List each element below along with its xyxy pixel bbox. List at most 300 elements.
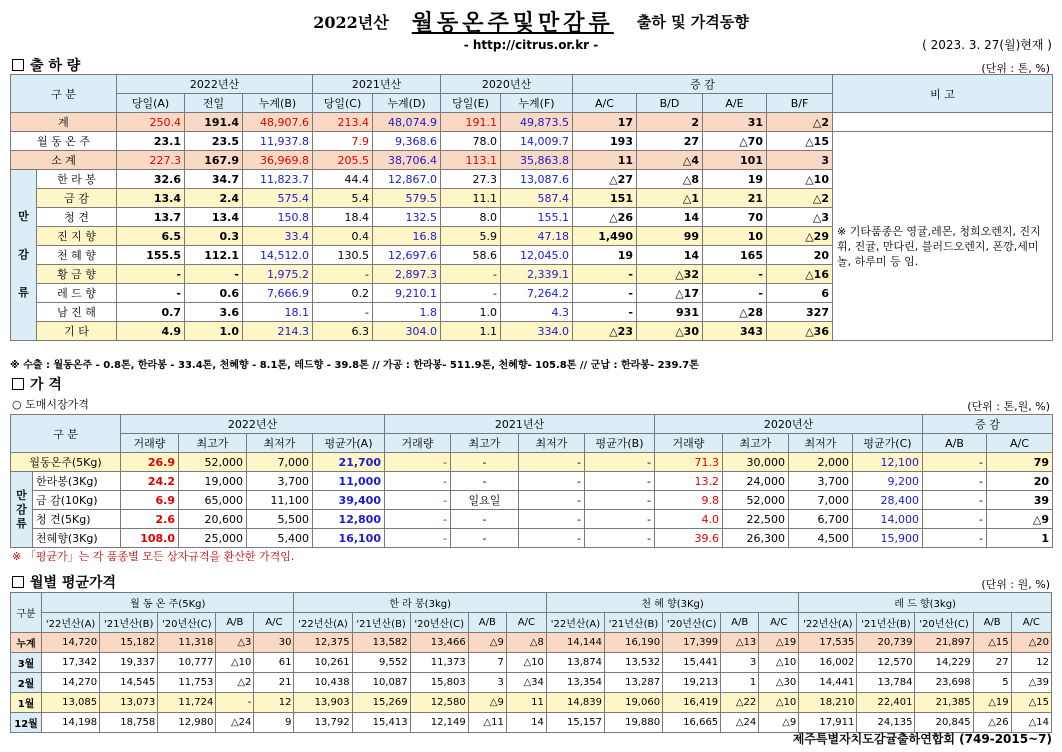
value-cell: △19 bbox=[759, 633, 799, 653]
value-cell: 11,724 bbox=[158, 693, 216, 713]
value-cell: 16,190 bbox=[604, 633, 662, 653]
value-cell: 165 bbox=[703, 246, 767, 265]
subheader-cell: 누계(D) bbox=[373, 94, 441, 113]
subheader-cell: A/C bbox=[1011, 613, 1051, 633]
value-cell: 6 bbox=[767, 284, 833, 303]
value-cell: 20,739 bbox=[857, 633, 915, 653]
value-cell: 31 bbox=[703, 113, 767, 132]
value-cell: △27 bbox=[573, 170, 637, 189]
value-cell: 9.8 bbox=[655, 491, 723, 510]
value-cell: - bbox=[385, 453, 451, 472]
subheader-cell: 평균가(C) bbox=[853, 434, 923, 453]
value-cell: 0.6 bbox=[185, 284, 243, 303]
value-cell: 213.4 bbox=[313, 113, 373, 132]
value-cell: 14,512.0 bbox=[243, 246, 313, 265]
subheader-cell: 누계(B) bbox=[243, 94, 313, 113]
value-cell: 112.1 bbox=[185, 246, 243, 265]
value-cell: 214.3 bbox=[243, 322, 313, 341]
site-url[interactable]: - http://citrus.or.kr - bbox=[463, 38, 599, 52]
row-label: 천 혜 향 bbox=[37, 246, 117, 265]
value-cell: 79 bbox=[987, 453, 1053, 472]
row-label: 진 지 향 bbox=[37, 227, 117, 246]
value-cell: - bbox=[585, 453, 655, 472]
value-cell: 8.0 bbox=[441, 208, 501, 227]
subheader-cell: 최고가 bbox=[723, 434, 789, 453]
value-cell: 16,665 bbox=[663, 713, 721, 733]
value-cell: △14 bbox=[1011, 713, 1051, 733]
value-cell: 21,700 bbox=[313, 453, 385, 472]
value-cell: 16,100 bbox=[313, 529, 385, 548]
header-2021: 2021년산 bbox=[313, 75, 441, 94]
value-cell: 14,000 bbox=[853, 510, 923, 529]
value-cell: 0.3 bbox=[185, 227, 243, 246]
value-cell: - bbox=[923, 453, 987, 472]
value-cell: 61 bbox=[254, 653, 294, 673]
value-cell: 13.4 bbox=[117, 189, 185, 208]
value-cell: 20 bbox=[767, 246, 833, 265]
value-cell: △15 bbox=[767, 132, 833, 151]
value-cell: 2,897.3 bbox=[373, 265, 441, 284]
wholesale-subtitle: ○ 도매시장가격 bbox=[12, 398, 89, 411]
value-cell: △39 bbox=[1011, 673, 1051, 693]
value-cell: 17,399 bbox=[663, 633, 721, 653]
row-label: 기 타 bbox=[37, 322, 117, 341]
value-cell: 1,490 bbox=[573, 227, 637, 246]
table-row bbox=[11, 673, 1052, 693]
value-cell: 11 bbox=[506, 693, 546, 713]
value-cell: 13,792 bbox=[294, 713, 352, 733]
value-cell: 21 bbox=[254, 673, 294, 693]
value-cell: 22,401 bbox=[857, 693, 915, 713]
value-cell: △23 bbox=[573, 322, 637, 341]
value-cell: △24 bbox=[216, 713, 254, 733]
side-label-mangam: 만감류 bbox=[11, 170, 37, 341]
value-cell: △10 bbox=[216, 653, 254, 673]
value-cell: 70 bbox=[703, 208, 767, 227]
value-cell: 12,980 bbox=[158, 713, 216, 733]
value-cell: △17 bbox=[637, 284, 703, 303]
row-label: 청 견 bbox=[37, 208, 117, 227]
value-cell: 13.4 bbox=[185, 208, 243, 227]
subheader-cell: '22년산(A) bbox=[546, 613, 604, 633]
value-cell: 17,911 bbox=[799, 713, 857, 733]
value-cell: △30 bbox=[637, 322, 703, 341]
section-shipment-title: 출 하 량 bbox=[12, 55, 80, 75]
value-cell: 14,198 bbox=[42, 713, 100, 733]
subheader-cell: 최저가 bbox=[789, 434, 853, 453]
value-cell: 12,045.0 bbox=[501, 246, 573, 265]
value-cell: 3,700 bbox=[789, 472, 853, 491]
value-cell: 10,777 bbox=[158, 653, 216, 673]
value-cell: 38,706.4 bbox=[373, 151, 441, 170]
value-cell: 334.0 bbox=[501, 322, 573, 341]
subheader-cell: '22년산(A) bbox=[799, 613, 857, 633]
shipment-table bbox=[10, 74, 1053, 341]
subheader-cell: 최고가 bbox=[451, 434, 519, 453]
table-row bbox=[11, 693, 1052, 713]
value-cell: 16,002 bbox=[799, 653, 857, 673]
value-cell: 25,000 bbox=[179, 529, 247, 548]
value-cell: 167.9 bbox=[185, 151, 243, 170]
value-cell: 2 bbox=[637, 113, 703, 132]
value-cell: 18,210 bbox=[799, 693, 857, 713]
subheader-cell: 당일(A) bbox=[117, 94, 185, 113]
value-cell: 20 bbox=[987, 472, 1053, 491]
value-cell: 12,570 bbox=[857, 653, 915, 673]
header-change: 증 감 bbox=[923, 415, 1053, 434]
report-date: ( 2023. 3. 27(월)현재 ) bbox=[922, 38, 1052, 52]
header-2022: 2022년산 bbox=[121, 415, 385, 434]
value-cell: △11 bbox=[468, 713, 506, 733]
value-cell: 587.4 bbox=[501, 189, 573, 208]
value-cell: - bbox=[585, 510, 655, 529]
value-cell: 1.8 bbox=[373, 303, 441, 322]
section-shipment-unit: (단위 : 톤, %) bbox=[981, 62, 1050, 75]
value-cell: 13,087.6 bbox=[501, 170, 573, 189]
price-table bbox=[10, 414, 1053, 548]
value-cell: 21 bbox=[703, 189, 767, 208]
row-label: 황 금 향 bbox=[37, 265, 117, 284]
value-cell: 23.1 bbox=[117, 132, 185, 151]
header-2021: 2021년산 bbox=[385, 415, 655, 434]
value-cell: 1.1 bbox=[441, 322, 501, 341]
value-cell: 32.6 bbox=[117, 170, 185, 189]
value-cell: △9 bbox=[759, 713, 799, 733]
row-label: 월 동 온 주 bbox=[11, 132, 117, 151]
value-cell: 10,261 bbox=[294, 653, 352, 673]
subheader-cell: A/B bbox=[923, 434, 987, 453]
subheader-cell: '22년산(A) bbox=[42, 613, 100, 633]
value-cell: △9 bbox=[468, 633, 506, 653]
value-cell: △34 bbox=[506, 673, 546, 693]
report-title bbox=[0, 6, 1062, 37]
row-label: 월동온주(5Kg) bbox=[11, 453, 121, 472]
value-cell: 130.5 bbox=[313, 246, 373, 265]
header-redhyang: 레 드 향(3kg) bbox=[799, 593, 1052, 613]
value-cell: 9,210.1 bbox=[373, 284, 441, 303]
value-cell: 12,867.0 bbox=[373, 170, 441, 189]
value-cell: 1.0 bbox=[185, 322, 243, 341]
value-cell: 19,880 bbox=[604, 713, 662, 733]
value-cell: 2.4 bbox=[185, 189, 243, 208]
value-cell: - bbox=[451, 529, 519, 548]
value-cell: 18,758 bbox=[100, 713, 158, 733]
value-cell: △29 bbox=[767, 227, 833, 246]
value-cell: 24,000 bbox=[723, 472, 789, 491]
value-cell: △15 bbox=[1011, 693, 1051, 713]
value-cell: 0.2 bbox=[313, 284, 373, 303]
value-cell: - bbox=[451, 453, 519, 472]
value-cell: - bbox=[585, 491, 655, 510]
value-cell: 11,753 bbox=[158, 673, 216, 693]
value-cell: 23,698 bbox=[915, 673, 973, 693]
value-cell: 28,400 bbox=[853, 491, 923, 510]
value-cell: △2 bbox=[767, 189, 833, 208]
value-cell: △13 bbox=[721, 633, 759, 653]
value-cell: 13,903 bbox=[294, 693, 352, 713]
subheader-cell: 누계(F) bbox=[501, 94, 573, 113]
value-cell: 6.3 bbox=[313, 322, 373, 341]
value-cell: 14,545 bbox=[100, 673, 158, 693]
value-cell: 13,466 bbox=[410, 633, 468, 653]
value-cell: 39.6 bbox=[655, 529, 723, 548]
value-cell: 343 bbox=[703, 322, 767, 341]
value-cell: - bbox=[703, 265, 767, 284]
value-cell: △15 bbox=[973, 633, 1011, 653]
row-label: 한 라 봉 bbox=[37, 170, 117, 189]
subheader-cell: A/B bbox=[468, 613, 506, 633]
subheader-cell: '20년산(C) bbox=[410, 613, 468, 633]
value-cell: 5,500 bbox=[247, 510, 313, 529]
value-cell: 7,666.9 bbox=[243, 284, 313, 303]
value-cell: 14,839 bbox=[546, 693, 604, 713]
value-cell: △1 bbox=[637, 189, 703, 208]
value-cell: - bbox=[519, 472, 585, 491]
value-cell: 191.4 bbox=[185, 113, 243, 132]
value-cell: 205.5 bbox=[313, 151, 373, 170]
title-year: 2022년산 bbox=[313, 13, 389, 32]
value-cell: 10,438 bbox=[294, 673, 352, 693]
value-cell: 9,200 bbox=[853, 472, 923, 491]
value-cell: - bbox=[519, 491, 585, 510]
subheader-cell: '21년산(B) bbox=[352, 613, 410, 633]
row-label: 계 bbox=[11, 113, 117, 132]
checkbox-square-icon bbox=[12, 576, 24, 588]
value-cell: △10 bbox=[759, 653, 799, 673]
value-cell: 12,800 bbox=[313, 510, 385, 529]
value-cell: 4,500 bbox=[789, 529, 853, 548]
value-cell: 13,073 bbox=[100, 693, 158, 713]
value-cell: △36 bbox=[767, 322, 833, 341]
value-cell: 14,229 bbox=[915, 653, 973, 673]
value-cell: - bbox=[385, 510, 451, 529]
remark-cell: ※ 기타품종은 영귤,레몬, 청희오렌지, 진지휘, 진귤, 만다린, 블러드오렌지, 폰깡,세미놀, 하루미 등 임. bbox=[833, 132, 1053, 341]
header-2022: 2022년산 bbox=[117, 75, 313, 94]
value-cell: 47.18 bbox=[501, 227, 573, 246]
value-cell: △2 bbox=[216, 673, 254, 693]
value-cell: 14 bbox=[637, 246, 703, 265]
value-cell: 4.3 bbox=[501, 303, 573, 322]
row-label: 남 진 해 bbox=[37, 303, 117, 322]
subheader-cell: '20년산(C) bbox=[158, 613, 216, 633]
value-cell: 1 bbox=[721, 673, 759, 693]
side-label-mangam: 만감류 bbox=[11, 472, 33, 548]
value-cell: 26.9 bbox=[121, 453, 179, 472]
value-cell: 99 bbox=[637, 227, 703, 246]
value-cell: 1.0 bbox=[441, 303, 501, 322]
value-cell: 27.3 bbox=[441, 170, 501, 189]
value-cell: △3 bbox=[216, 633, 254, 653]
value-cell: 21,897 bbox=[915, 633, 973, 653]
value-cell: △4 bbox=[637, 151, 703, 170]
subheader-cell: 평균가(A) bbox=[313, 434, 385, 453]
header-2020: 2020년산 bbox=[655, 415, 923, 434]
value-cell: △22 bbox=[721, 693, 759, 713]
value-cell: 14 bbox=[506, 713, 546, 733]
header-2020: 2020년산 bbox=[441, 75, 573, 94]
value-cell: 5.9 bbox=[441, 227, 501, 246]
table-row bbox=[11, 132, 1053, 151]
value-cell: 9,552 bbox=[352, 653, 410, 673]
value-cell: - bbox=[573, 303, 637, 322]
value-cell: 30,000 bbox=[723, 453, 789, 472]
monthly-table bbox=[10, 592, 1052, 733]
value-cell: - bbox=[385, 472, 451, 491]
subheader-cell: A/C bbox=[759, 613, 799, 633]
value-cell: - bbox=[923, 529, 987, 548]
value-cell: △26 bbox=[973, 713, 1011, 733]
value-cell: - bbox=[185, 265, 243, 284]
value-cell: 3 bbox=[468, 673, 506, 693]
value-cell: △3 bbox=[767, 208, 833, 227]
value-cell: 13,582 bbox=[352, 633, 410, 653]
value-cell: △10 bbox=[759, 693, 799, 713]
value-cell: 12,149 bbox=[410, 713, 468, 733]
row-label: 한라봉(3Kg) bbox=[33, 472, 121, 491]
value-cell: 6,700 bbox=[789, 510, 853, 529]
subheader-cell: A/B bbox=[216, 613, 254, 633]
value-cell: 4.0 bbox=[655, 510, 723, 529]
checkbox-square-icon bbox=[12, 378, 24, 390]
value-cell: 34.7 bbox=[185, 170, 243, 189]
value-cell: 21,385 bbox=[915, 693, 973, 713]
subheader-cell: A/C bbox=[254, 613, 294, 633]
value-cell: 11.1 bbox=[441, 189, 501, 208]
value-cell: 7,000 bbox=[247, 453, 313, 472]
value-cell: 71.3 bbox=[655, 453, 723, 472]
value-cell: △8 bbox=[637, 170, 703, 189]
value-cell: 2.6 bbox=[121, 510, 179, 529]
value-cell: 49,873.5 bbox=[501, 113, 573, 132]
row-label: 금 감 bbox=[37, 189, 117, 208]
value-cell: 193 bbox=[573, 132, 637, 151]
subheader-cell: A/C bbox=[987, 434, 1053, 453]
value-cell: 11,373 bbox=[410, 653, 468, 673]
value-cell: 0.7 bbox=[117, 303, 185, 322]
value-cell: 39,400 bbox=[313, 491, 385, 510]
subheader-cell: '21년산(B) bbox=[857, 613, 915, 633]
value-cell: 155.5 bbox=[117, 246, 185, 265]
value-cell: 17 bbox=[573, 113, 637, 132]
header-cheonhyehyang: 천 혜 향(3Kg) bbox=[546, 593, 798, 613]
value-cell: 2,339.1 bbox=[501, 265, 573, 284]
value-cell: 13.7 bbox=[117, 208, 185, 227]
value-cell: △70 bbox=[703, 132, 767, 151]
header-category: 구 분 bbox=[11, 415, 121, 453]
value-cell: 304.0 bbox=[373, 322, 441, 341]
header-remark: 비 고 bbox=[833, 75, 1053, 113]
table-row bbox=[11, 510, 1053, 529]
subheader-cell: '22년산(A) bbox=[294, 613, 352, 633]
value-cell: 20,600 bbox=[179, 510, 247, 529]
value-cell: 일요일 bbox=[451, 491, 519, 510]
row-label: 2월 bbox=[11, 673, 42, 693]
value-cell: 14,720 bbox=[42, 633, 100, 653]
value-cell: 52,000 bbox=[179, 453, 247, 472]
value-cell: 191.1 bbox=[441, 113, 501, 132]
value-cell: 48,074.9 bbox=[373, 113, 441, 132]
value-cell: 931 bbox=[637, 303, 703, 322]
section-price-title: 가 격 bbox=[12, 374, 62, 394]
subheader-cell: '21년산(B) bbox=[100, 613, 158, 633]
value-cell: 30 bbox=[254, 633, 294, 653]
value-cell: △9 bbox=[468, 693, 506, 713]
value-cell: - bbox=[573, 284, 637, 303]
value-cell: 33.4 bbox=[243, 227, 313, 246]
value-cell: 9,368.6 bbox=[373, 132, 441, 151]
value-cell: 14,441 bbox=[799, 673, 857, 693]
subheader-cell: 거래량 bbox=[121, 434, 179, 453]
value-cell: 39 bbox=[987, 491, 1053, 510]
checkbox-square-icon bbox=[12, 59, 24, 71]
value-cell: 15,413 bbox=[352, 713, 410, 733]
value-cell: 0.4 bbox=[313, 227, 373, 246]
value-cell: 17,342 bbox=[42, 653, 100, 673]
value-cell: - bbox=[441, 284, 501, 303]
value-cell: - bbox=[519, 529, 585, 548]
value-cell: 1 bbox=[987, 529, 1053, 548]
value-cell: - bbox=[385, 529, 451, 548]
value-cell: 20,845 bbox=[915, 713, 973, 733]
header-change: 증 감 bbox=[573, 75, 833, 94]
table-row bbox=[11, 633, 1052, 653]
subheader-cell: 최저가 bbox=[519, 434, 585, 453]
row-label: 1월 bbox=[11, 693, 42, 713]
subheader-cell: 당일(C) bbox=[313, 94, 373, 113]
value-cell: 15,269 bbox=[352, 693, 410, 713]
section-price-unit: (단위 : 톤,원, %) bbox=[967, 400, 1050, 413]
header-category: 구분 bbox=[11, 593, 42, 633]
value-cell: 3 bbox=[767, 151, 833, 170]
row-label: 3월 bbox=[11, 653, 42, 673]
value-cell: 5,400 bbox=[247, 529, 313, 548]
value-cell: - bbox=[519, 453, 585, 472]
value-cell: 12 bbox=[1011, 653, 1051, 673]
value-cell: 10 bbox=[703, 227, 767, 246]
value-cell: - bbox=[451, 510, 519, 529]
table-row bbox=[11, 529, 1053, 548]
value-cell: 48,907.6 bbox=[243, 113, 313, 132]
value-cell: 150.8 bbox=[243, 208, 313, 227]
value-cell: 7,264.2 bbox=[501, 284, 573, 303]
value-cell: 5 bbox=[973, 673, 1011, 693]
value-cell: - bbox=[585, 472, 655, 491]
value-cell: △32 bbox=[637, 265, 703, 284]
value-cell: 7,000 bbox=[789, 491, 853, 510]
value-cell: - bbox=[585, 529, 655, 548]
value-cell: △28 bbox=[703, 303, 767, 322]
subheader-cell: A/B bbox=[973, 613, 1011, 633]
value-cell: 13,354 bbox=[546, 673, 604, 693]
value-cell: 17,535 bbox=[799, 633, 857, 653]
value-cell: 11,823.7 bbox=[243, 170, 313, 189]
value-cell: 6.5 bbox=[117, 227, 185, 246]
value-cell: - bbox=[703, 284, 767, 303]
subheader-cell: A/C bbox=[573, 94, 637, 113]
section-monthly-unit: (단위 : 원, %) bbox=[981, 578, 1050, 591]
value-cell: 3.6 bbox=[185, 303, 243, 322]
value-cell: 19 bbox=[573, 246, 637, 265]
value-cell: 3,700 bbox=[247, 472, 313, 491]
row-label: 누계 bbox=[11, 633, 42, 653]
value-cell: 27 bbox=[637, 132, 703, 151]
value-cell: △20 bbox=[1011, 633, 1051, 653]
value-cell: 250.4 bbox=[117, 113, 185, 132]
value-cell: 12,375 bbox=[294, 633, 352, 653]
value-cell: 4.9 bbox=[117, 322, 185, 341]
value-cell: △8 bbox=[506, 633, 546, 653]
value-cell: 12 bbox=[254, 693, 294, 713]
